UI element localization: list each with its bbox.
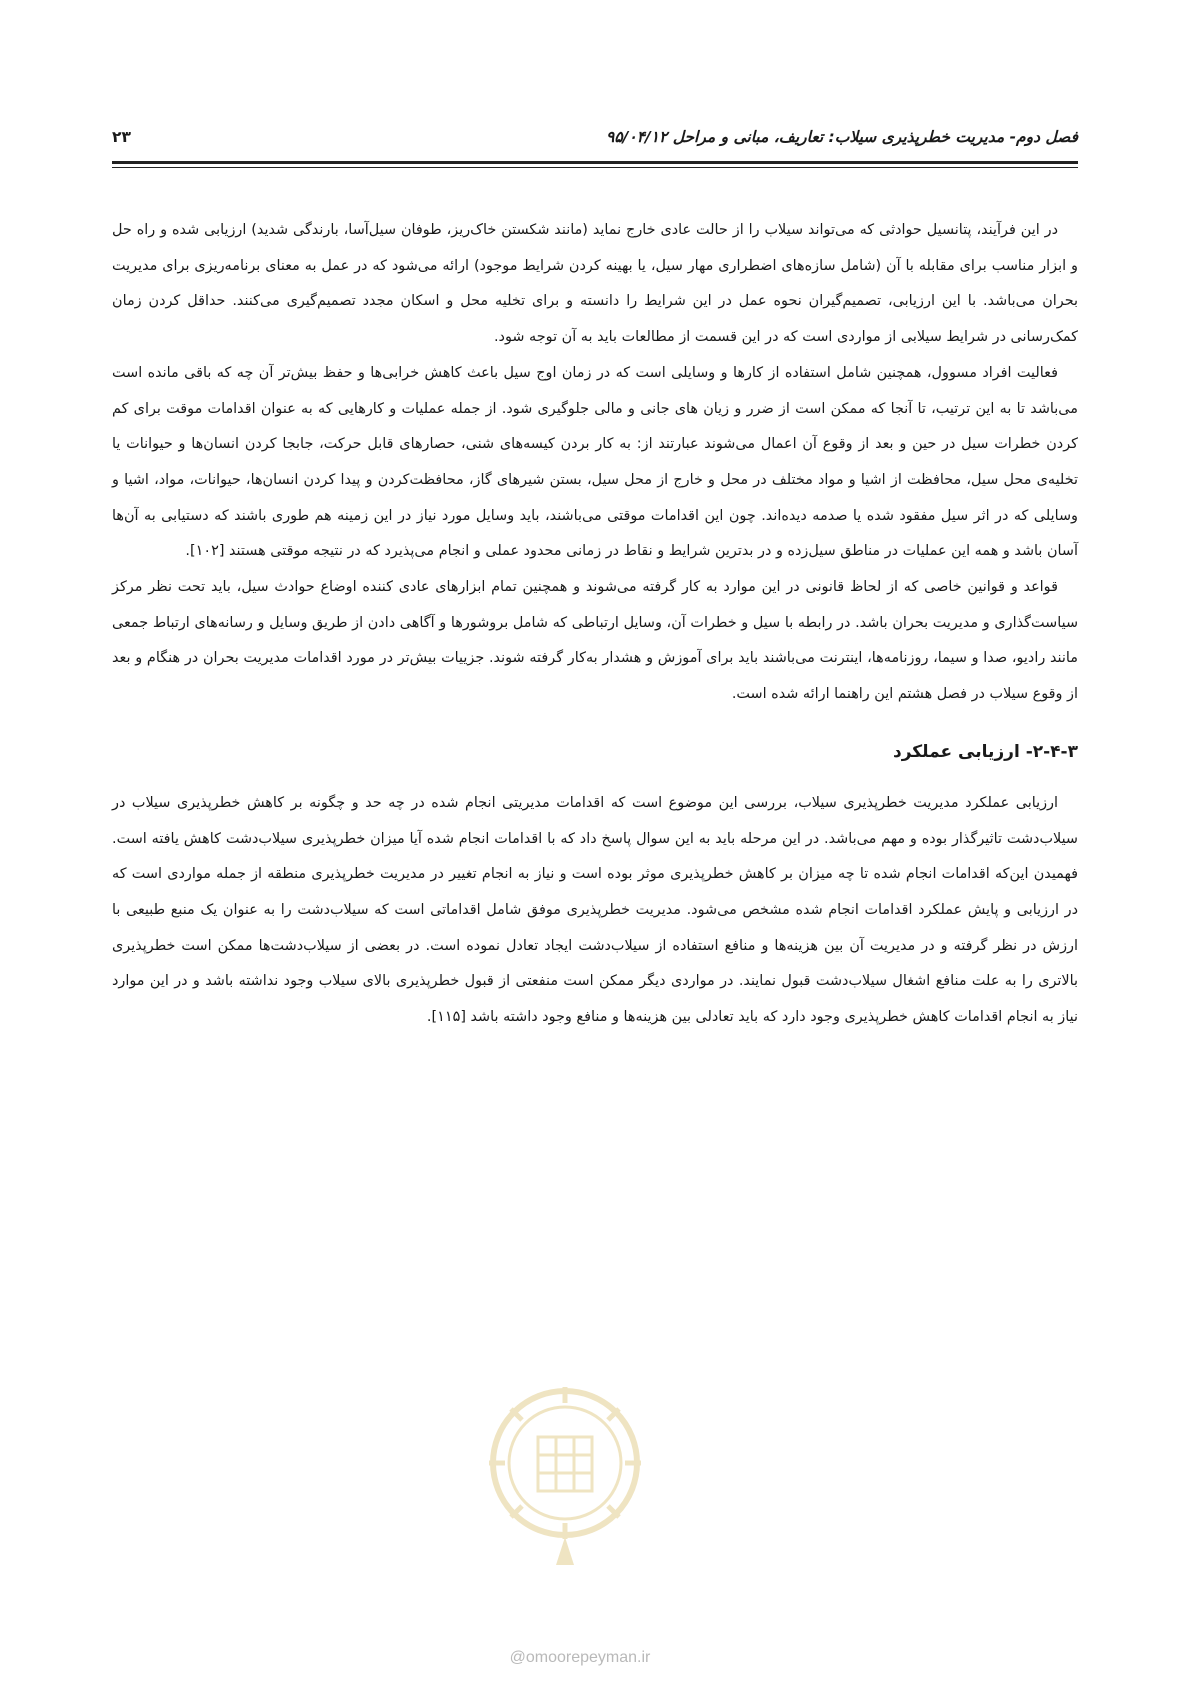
body-paragraph: فعالیت افراد مسوول، همچنین شامل استفاده از کارها و وسایلی است که در زمان اوج سیل باعث کاهش خرابی‌ها و حفظ بیش‌تر آن چه که باقی مانده است می‌باشد تا به این ترتیب، تا آنجا که ممکن است از ضرر و زیان های جانی و مالی جلوگیری شود. از جمله عملیات و کارهایی که به عنوان اقدامات موقت برای کم کردن خطرات سیل در حین و بعد از وقوع آن اعمال می‌شوند عبارتند از: به کار بردن کیسه‌های شنی، حصارهای قابل حرکت، جابجا کردن انسان‌ها و حیوانات یا تخلیه‌ی محل سیل، محافظت از اشیا و مواد مختلف در محل و خارج از محل سیل، بستن شیرهای گاز، محافظت‌کردن و پیدا کردن انسان‌ها، حیوانات، مواد، اشیا و وسایلی که در اثر سیل مفقود شده یا صدمه دیده‌اند. چون این اقدامات موقتی می‌باشند، باید وسایل مورد نیاز در این زمینه هم طوری باشند که دستیابی به آن‌ها آسان باشد و همه این عملیات در مناطق سیل‌زده و در بدترین شرایط و نقاط در زمانی محدود عملی و انجام می‌پذیرد که در نتیجه موقتی هستند [۱۰۲].	[112, 364, 1078, 560]
seal-emblem-icon	[486, 1385, 644, 1567]
page-header	[112, 128, 1078, 154]
header-rule-thin	[112, 167, 1078, 168]
body-paragraph: قواعد و قوانین خاصی که از لحاظ قانونی در این موارد به کار گرفته می‌شوند و همچنین تمام ابزارهای عادی کننده اوضاع حوادث سیل، باید تحت نظر مرکز سیاست‌گذاری و مدیریت بحران باشد. در رابطه با سیل و خطرات آن، وسایل ارتباطی که شامل بروشورها و آگاهی دادن از طریق وسایل و رسانه‌های ارتباط جمعی مانند رادیو، صدا و سیما، روزنامه‌ها، اینترنت می‌باشند باید برای آموزش و هشدار به‌کار گرفته شوند. جزییات بیش‌تر در مورد اقدامات مدیریت بحران در هنگام و بعد از وقوع سیلاب در فصل هشتم این راهنما ارائه شده است.	[112, 579, 1078, 703]
watermark-url: @omoorepeyman.ir	[509, 1649, 651, 1666]
page-body	[112, 213, 1078, 1036]
chapter-title: فصل دوم- مدیریت خطرپذیری سیلاب: تعاریف، مبانی و مراحل ۹۵/۰۴/۱۲	[606, 128, 1078, 146]
header-rule-thick	[112, 161, 1078, 164]
page-number: ۲۳	[112, 128, 131, 146]
section-heading: ۲-۴-۳- ارزیابی عملکرد	[892, 741, 1078, 762]
body-paragraph: ارزیابی عملکرد مدیریت خطرپذیری سیلاب، بررسی این موضوع است که اقدامات مدیریتی انجام شده در چه حد و چگونه بر کاهش خطرپذیری سیلاب در سیلاب‌دشت تاثیرگذار بوده و مهم می‌باشد. در این مرحله باید به این سوال پاسخ داد که با اقدامات انجام شده آیا میزان خطرپذیری سیلاب‌دشت کاهش یافته است. فهمیدن این‌که اقدامات انجام شده تا چه میزان بر کاهش خطرپذیری موثر بوده است و نیاز به انجام تغییر در مدیریت خطرپذیری منطقه از جمله مواردی است که در ارزیابی و پایش عملکرد اقدامات انجام شده مشخص می‌شود. مدیریت خطرپذیری موفق شامل اقداماتی است که سیلاب‌دشت را به عنوان یک منبع طبیعی با ارزش در نظر گرفته و در مدیریت آن بین هزینه‌ها و منافع استفاده از سیلاب‌دشت ایجاد تعادل نموده است. در بعضی از سیلاب‌دشت‌ها ممکن است خطرپذیری بالاتری را به علت منافع اشغال سیلاب‌دشت قبول نمایند. در مواردی دیگر ممکن است منفعتی از قبول خطرپذیری بالای سیلاب وجود نداشته باشد و در این موارد نیاز به انجام اقدامات کاهش خطرپذیری وجود دارد که باید تعادلی بین هزینه‌ها و منافع وجود داشته باشد [۱۱۵].	[112, 794, 1078, 1026]
body-paragraph: در این فرآیند، پتانسیل حوادثی که می‌تواند سیلاب را از حالت عادی خارج نماید (مانند شکستن خاک‌ریز، طوفان سیل‌آسا، بارندگی شدید) ارزیابی شده و راه حل و ابزار مناسب برای مقابله با آن (شامل سازه‌های اضطراری مهار سیل، یا بهینه کردن شرایط موجود) ارائه می‌شود که در عمل به معنای برنامه‌ریزی برای مدیریت بحران می‌باشد. با این ارزیابی، تصمیم‌گیران نحوه عمل در این شرایط را دانسته و برای تخلیه محل و اسکان مجدد تصمیم‌گیری می‌کنند. حداقل کردن زمان کمک‌رسانی در شرایط سیلابی از مواردی است که در این قسمت از مطالعات باید به آن توجه شود.	[112, 222, 1078, 346]
